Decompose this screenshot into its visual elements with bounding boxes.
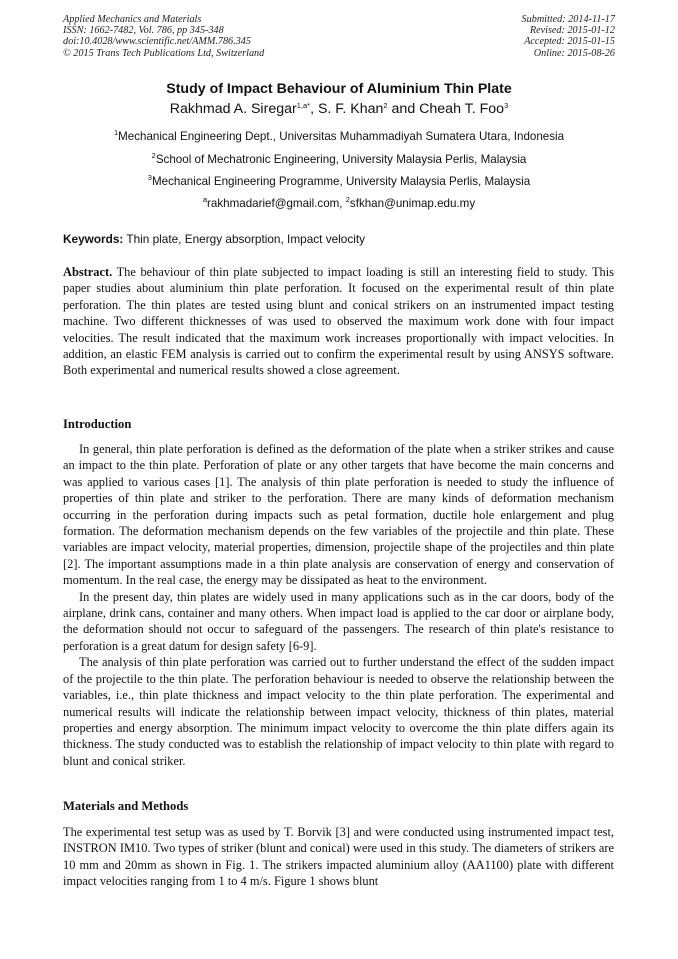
affiliation-2-sup: 2 [151, 151, 156, 160]
affiliation-1-text: Mechanical Engineering Dept., Universitas Muhammadiyah Sumatera Utara, Indonesia [118, 130, 565, 143]
introduction-heading: Introduction [63, 417, 132, 431]
abstract-text: The behaviour of thin plate subjected to impact loading is still an interesting field to study. This paper studies about aluminium thin plate perforation. It focused on the experimental result of thin plate perforation. The thin plates are tested using blunt and conical strikers on an instrumented impact testing machine. Two different thicknesses of was used to observed the maximum work done with four impact velocities. The result indicated that the maximum work increases proportionally with impact velocities. In addition, an elastic FEM analysis is carried out to confirm the experimental result by using ANSYS software. Both experimental and numerical results showed a close agreement. [63, 265, 614, 378]
keywords-text: Thin plate, Energy absorption, Impact velocity [123, 232, 366, 246]
introduction-paragraph-2: In the present day, thin plates are widely used in many applications such as in the car doors, body of the airplane, drink cans, container and many others. When impact load is applied to the car door or airplane body, the deformation should not occur to safeguard of the passengers. The research of thin plate's resistance to perforation is a great datum for design safety [6-9]. [63, 589, 614, 653]
date-submitted: Submitted: 2014-11-17 [521, 14, 615, 25]
author-emails [0, 197, 678, 210]
author-1-sup: 1,a* [296, 101, 311, 110]
abstract [63, 264, 614, 379]
email-a[interactable]: rakhmadarief@gmail.com, [207, 197, 346, 210]
email-b[interactable]: sfkhan@unimap.edu.my [349, 197, 476, 210]
affiliation-3-text: Mechanical Engineering Programme, University Malaysia Perlis, Malaysia [151, 175, 531, 188]
introduction-paragraph-1: In general, thin plate perforation is defined as the deformation of the plate when a striker strikes and cause an impact to the thin plate. Perforation of plate or any other targets that have become the main concerns and was applied to various cases [1]. The analysis of thin plate perforation is needed to study the influence of properties of thin plate and striker to the perforation. There are many kinds of deformation mechanism occurring in the perforation during impacts such as petal formation, ductile hole enlargement and plug formation. The deformation mechanism depends on the few variables of the projectile and thin plate. These variables are impact velocity, material properties, dimension, projectile shape of the projectiles and thin plate [2]. The important assumptions made in a thin plate analysis are conservation of energy and conservation of momentum. In the real case, the energy may be dissipated as heat to the environment. [63, 442, 614, 588]
methods-body [63, 824, 614, 890]
author-list [0, 101, 678, 117]
author-2-sup: 2 [383, 101, 388, 110]
paper-title: Study of Impact Behaviour of Aluminium Thin Plate [166, 81, 512, 97]
affiliation-3 [0, 175, 678, 188]
affiliation-1-sup: 1 [113, 128, 119, 137]
author-2: , S. F. Khan [310, 101, 384, 117]
journal-copyright: © 2015 Trans Tech Publications Ltd, Switzerland [63, 47, 265, 59]
journal-doi[interactable]: doi:10.4028/www.scientific.net/AMM.786.345 [63, 36, 251, 48]
keywords-label: Keywords: [63, 232, 124, 246]
affiliation-2 [0, 153, 678, 166]
journal-info [63, 14, 264, 59]
author-3-sup: 3 [504, 101, 509, 110]
affiliation-3-sup: 3 [147, 173, 152, 182]
journal-issn: ISSN: 1662-7482, Vol. 786, pp 345-348 [63, 25, 224, 37]
author-3: and Cheah T. Foo [387, 101, 505, 117]
methods-paragraph-1: The experimental test setup was as used by T. Borvik [3] and were conducted using instrumented impact test, INSTRON IM10. Two types of striker (blunt and conical) were used in this study. The diameters of strikers are 10 mm and 20mm as shown in Fig. 1. The strikers impacted aluminium alloy (AA1100) plate with different impact velocities ranging from 1 to 4 m/s. Figure 1 shows blunt [63, 825, 614, 889]
affiliation-1 [0, 130, 678, 143]
date-revised: Revised: 2015-01-12 [529, 25, 615, 37]
methods-heading: Materials and Methods [63, 799, 189, 813]
introduction-paragraph-3: The analysis of thin plate perforation was carried out to further understand the effect of the sudden impact of the projectile to the thin plate. The perforation behaviour is needed to observe the relationship between the variables, i.e., thin plate thickness and impact velocity to the thin plate perforation. The experimental and numerical results will indicate the relationship between impact velocity, thickness of thin plates, material properties and energy absorption. The minimum impact velocity to overcome the thin plate differs again its thickness. The study conducted was to establish the relationship of impact velocity to thin plate with regard to blunt and conical striker. [63, 655, 614, 768]
journal-name: Applied Mechanics and Materials [63, 14, 202, 25]
abstract-label: Abstract. [63, 265, 113, 279]
email-b-sup: 2 [345, 195, 350, 204]
date-online: Online: 2015-08-26 [533, 47, 615, 59]
affiliation-2-text: School of Mechatronic Engineering, University Malaysia Perlis, Malaysia [155, 153, 527, 166]
submission-dates [522, 14, 615, 59]
introduction-body [63, 441, 614, 769]
keywords [63, 232, 365, 246]
date-accepted: Accepted: 2015-01-15 [524, 36, 615, 48]
email-a-sup: a [202, 195, 208, 204]
author-1: Rakhmad A. Siregar [169, 101, 297, 117]
